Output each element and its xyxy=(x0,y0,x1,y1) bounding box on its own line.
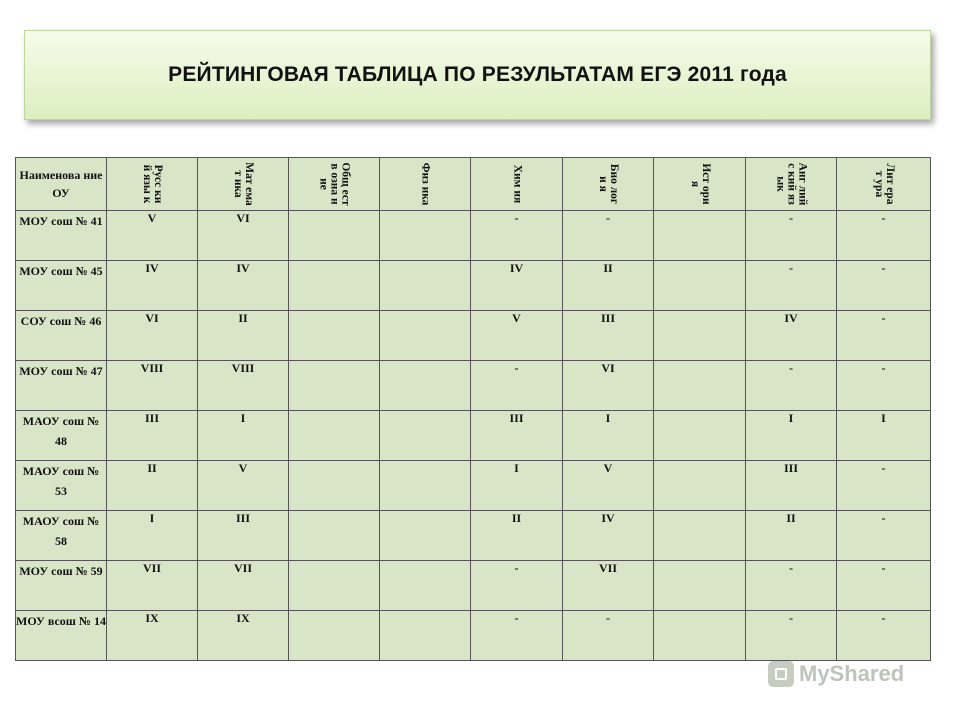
rank-cell xyxy=(289,461,380,511)
rank-cell: I xyxy=(563,411,654,461)
rank-cell: - xyxy=(563,611,654,661)
rank-cell xyxy=(380,561,471,611)
school-name-cell: СОУ сош № 46 xyxy=(16,311,107,361)
school-name-cell: МОУ всош № 14 xyxy=(16,611,107,661)
school-name-cell: МОУ сош № 41 xyxy=(16,211,107,261)
subject-header xyxy=(380,158,471,211)
rank-cell: VII xyxy=(107,561,198,611)
title-banner xyxy=(24,30,931,120)
subject-header-label: Анг лийс кий язык xyxy=(774,162,809,206)
rank-cell xyxy=(380,461,471,511)
subject-header-label: Лит ерат ура xyxy=(872,163,896,205)
rank-cell: IV xyxy=(107,261,198,311)
rank-cell xyxy=(654,311,746,361)
rank-cell: - xyxy=(471,361,563,411)
rank-cell xyxy=(380,361,471,411)
subject-header xyxy=(471,158,563,211)
rank-cell: III xyxy=(198,511,289,561)
rank-cell: III xyxy=(471,411,563,461)
rank-cell: - xyxy=(837,611,931,661)
rank-cell: II xyxy=(198,311,289,361)
rank-cell: IX xyxy=(107,611,198,661)
rank-cell: IV xyxy=(746,311,837,361)
rank-cell xyxy=(289,361,380,411)
rank-cell: - xyxy=(746,611,837,661)
rank-cell: I xyxy=(837,411,931,461)
school-name-cell: МАОУ сош № 58 xyxy=(16,511,107,561)
subject-header xyxy=(198,158,289,211)
name-column-header: Наименова ние ОУ xyxy=(16,158,107,211)
rank-cell xyxy=(289,211,380,261)
rank-cell: VII xyxy=(198,561,289,611)
rank-cell xyxy=(654,211,746,261)
subject-header xyxy=(746,158,837,211)
rank-cell: IV xyxy=(563,511,654,561)
rank-cell: - xyxy=(837,361,931,411)
rank-cell: II xyxy=(746,511,837,561)
rank-cell xyxy=(380,411,471,461)
rank-cell: VII xyxy=(563,561,654,611)
subject-header-label: Ист ория xyxy=(688,163,712,205)
table-row xyxy=(16,411,931,461)
subject-header-label: Мат емат ика xyxy=(232,162,255,206)
rank-cell xyxy=(654,561,746,611)
rank-cell: VI xyxy=(198,211,289,261)
rank-cell: II xyxy=(563,261,654,311)
table-row xyxy=(16,211,931,261)
rank-cell: - xyxy=(837,511,931,561)
rank-cell: IV xyxy=(471,261,563,311)
subject-header xyxy=(654,158,746,211)
rank-cell: - xyxy=(837,211,931,261)
rank-cell: - xyxy=(471,561,563,611)
rank-cell xyxy=(380,311,471,361)
rank-cell xyxy=(380,211,471,261)
subject-header xyxy=(837,158,931,211)
rank-cell: - xyxy=(837,561,931,611)
subject-header-label: Общ еств озна ние xyxy=(317,162,352,206)
rank-cell: I xyxy=(746,411,837,461)
school-name-cell: МОУ сош № 45 xyxy=(16,261,107,311)
table-row xyxy=(16,561,931,611)
rank-cell xyxy=(654,461,746,511)
table-header-row xyxy=(16,158,931,211)
rank-cell: I xyxy=(198,411,289,461)
rank-cell: - xyxy=(746,211,837,261)
rank-cell xyxy=(289,261,380,311)
rank-cell: II xyxy=(107,461,198,511)
watermark-brand: MyShared xyxy=(799,661,905,686)
page-title: РЕЙТИНГОВАЯ ТАБЛИЦА ПО РЕЗУЛЬТАТАМ ЕГЭ 2011 года xyxy=(168,63,787,86)
rank-cell: V xyxy=(198,461,289,511)
rank-cell: - xyxy=(563,211,654,261)
rank-cell: - xyxy=(837,461,931,511)
rank-cell: - xyxy=(746,261,837,311)
subject-header-label: Физ ика xyxy=(419,162,432,206)
rank-cell: IV xyxy=(198,261,289,311)
rank-cell: V xyxy=(107,211,198,261)
rank-cell: III xyxy=(107,411,198,461)
table-row xyxy=(16,461,931,511)
rank-cell xyxy=(380,261,471,311)
rank-cell: I xyxy=(471,461,563,511)
rank-cell: III xyxy=(563,311,654,361)
rank-cell xyxy=(380,611,471,661)
table-row xyxy=(16,261,931,311)
school-name-cell: МАОУ сош № 53 xyxy=(16,461,107,511)
rank-cell xyxy=(289,311,380,361)
rank-cell: - xyxy=(837,311,931,361)
watermark xyxy=(768,657,928,691)
rank-cell: - xyxy=(746,561,837,611)
rank-cell: VI xyxy=(107,311,198,361)
rank-cell: V xyxy=(471,311,563,361)
rank-cell xyxy=(654,511,746,561)
subject-header-label: Био логи я xyxy=(597,163,620,205)
table-row xyxy=(16,511,931,561)
table-row xyxy=(16,611,931,661)
rank-cell: - xyxy=(471,211,563,261)
school-name-cell: МАОУ сош № 48 xyxy=(16,411,107,461)
rank-cell xyxy=(289,411,380,461)
subject-header xyxy=(289,158,380,211)
rank-cell: I xyxy=(107,511,198,561)
subject-header-label: Русс кий язы к xyxy=(141,164,164,204)
subject-header-label: Хим ия xyxy=(511,164,523,204)
rank-cell: V xyxy=(563,461,654,511)
subject-header xyxy=(107,158,198,211)
rank-cell xyxy=(289,511,380,561)
rank-cell: - xyxy=(746,361,837,411)
rank-cell xyxy=(380,511,471,561)
table-row xyxy=(16,361,931,411)
rank-cell xyxy=(654,261,746,311)
rank-cell xyxy=(654,361,746,411)
rank-cell: - xyxy=(837,261,931,311)
rank-cell xyxy=(654,411,746,461)
myshared-logo-icon xyxy=(768,661,794,687)
rating-table xyxy=(15,157,931,661)
rank-cell xyxy=(289,611,380,661)
school-name-cell: МОУ сош № 59 xyxy=(16,561,107,611)
rank-cell xyxy=(654,611,746,661)
school-name-cell: МОУ сош № 47 xyxy=(16,361,107,411)
table-row xyxy=(16,311,931,361)
subject-header xyxy=(563,158,654,211)
rank-cell: IX xyxy=(198,611,289,661)
rank-cell: VIII xyxy=(198,361,289,411)
rank-cell xyxy=(289,561,380,611)
rank-cell: VI xyxy=(563,361,654,411)
table-body xyxy=(16,211,931,661)
rank-cell: II xyxy=(471,511,563,561)
rank-cell: - xyxy=(471,611,563,661)
rank-cell: III xyxy=(746,461,837,511)
rank-cell: VIII xyxy=(107,361,198,411)
